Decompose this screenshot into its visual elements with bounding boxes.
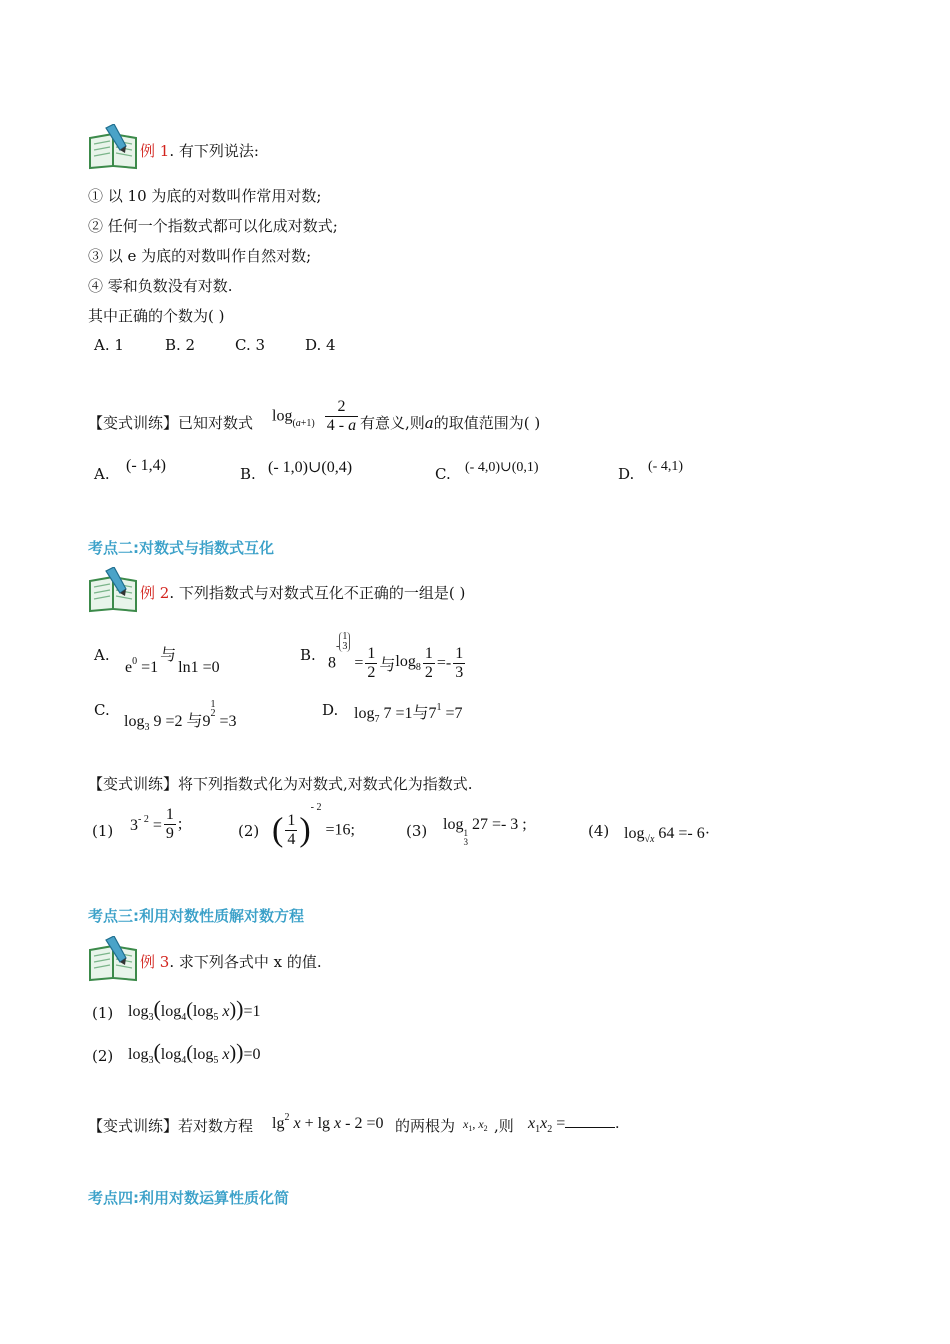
- example-label: 例 1: [140, 142, 170, 160]
- ex3-item-1-label: (1): [92, 1004, 114, 1022]
- var2-item-4-label: (4): [588, 822, 610, 840]
- ex2-option-a-expr: $e^0 =1$与ln1 =0: [125, 647, 220, 676]
- var2-item-2-label: (2): [238, 822, 260, 840]
- var3-roots: $x_1$, $x_2$: [463, 1117, 488, 1133]
- var2-item-3-label: (3): [406, 822, 428, 840]
- ex2-option-b-expr: $8^{-1 3}$ = $\frac{1}{2}$ 与$\log_8$ $\frac{1}{2}$ =- $\frac{1}{3}$: [328, 631, 464, 681]
- ex2-option-a-label: A.: [94, 646, 110, 664]
- example-1-heading: [140, 141, 259, 161]
- statement-1: ① 以 10 为底的对数叫作常用对数;: [88, 187, 322, 205]
- var2-item-1-expr: $3^{- 2}$ = $\frac{1}{9}$ ;: [130, 806, 183, 842]
- ex2-option-c-expr: $\log_3 9 =2$ 与91 2 =3: [124, 699, 237, 733]
- option-a: A. 1: [94, 336, 124, 354]
- statement-4: ④ 零和负数没有对数.: [88, 277, 233, 295]
- section-heading-4: 考点四:利用对数运算性质化简: [88, 1189, 289, 1207]
- option-d: D. 4: [305, 336, 336, 354]
- ex2-option-b-label: B.: [300, 646, 316, 664]
- var3-product: $x_1x_2$ = .: [528, 1115, 620, 1135]
- var1-option-a-expr: (- 1,4): [126, 457, 166, 474]
- answer-blank[interactable]: [565, 1113, 615, 1128]
- variant-tag: 【变式训练】: [88, 414, 179, 432]
- var1-option-c-expr: (- 4,0)∪(0,1): [465, 460, 539, 475]
- ex3-item-2-expr: $\log_3(\log_4(\log_5$ x))=0: [128, 1039, 261, 1066]
- var1-option-b-expr: (- 1,0)∪(0,4): [268, 459, 353, 476]
- variant-3-line: 【变式训练】若对数方程: [88, 1117, 254, 1135]
- ex2-option-d-expr: $\log_7 7 =1$与$7^1 =7$: [354, 702, 463, 725]
- example-stem: . 有下列说法:: [169, 142, 259, 160]
- var3-mid: 的两根为: [395, 1117, 456, 1135]
- var2-item-2-expr: ( $\frac{1}{4}$ )$^{- 2}$ =16;: [272, 802, 355, 849]
- var1-option-d-label: D.: [618, 465, 635, 483]
- variant-1-line: [88, 413, 253, 433]
- example-3-heading: 例 3. 求下列各式中 x 的值.: [140, 953, 322, 971]
- log-fraction-expression: $\log_{(a+1)}$ $\frac{2}{4 - a}$: [272, 398, 357, 434]
- example-2-heading: 例 2. 下列指数式与对数式互化不正确的一组是( ): [140, 584, 466, 602]
- var1-option-a-label: A.: [94, 465, 110, 483]
- var1-option-b-label: B.: [240, 465, 256, 483]
- var2-item-3-expr: log1 3 27 =- 3 ;: [443, 816, 527, 847]
- var3-mid2: ,则: [494, 1117, 514, 1135]
- option-b: B. 2: [165, 336, 196, 354]
- var1-option-d-expr: (- 4,1): [648, 459, 683, 474]
- question-text: 其中正确的个数为( ): [88, 307, 225, 325]
- var3-equation: $\lg^2 x + \lg x - 2 =0$: [272, 1112, 384, 1132]
- variant-pre: 已知对数式: [178, 414, 254, 432]
- ex3-item-1-expr: $\log_3(\log_4(\log_5$ x))=1: [128, 996, 261, 1023]
- variant-1-tail: 有意义,则a的取值范围为( ): [360, 414, 541, 432]
- variant-2-line: 【变式训练】将下列指数式化为对数式,对数式化为指数式.: [88, 775, 473, 793]
- section-heading-2: 考点二:对数式与指数式互化: [88, 539, 274, 557]
- book-pencil-icon: [86, 124, 140, 170]
- ex2-option-d-label: D.: [322, 701, 339, 719]
- statement-2: ② 任何一个指数式都可以化成对数式;: [88, 217, 338, 235]
- ex3-item-2-label: (2): [92, 1047, 114, 1065]
- var2-item-4-expr: $\log_{√x} 64 =- 6\cdot$: [624, 825, 711, 845]
- section-heading-3: 考点三:利用对数性质解对数方程: [88, 907, 305, 925]
- book-pencil-icon: [86, 936, 140, 982]
- option-c: C. 3: [235, 336, 266, 354]
- statement-3: ③ 以 e 为底的对数叫作自然对数;: [88, 247, 312, 265]
- var1-option-c-label: C.: [435, 465, 451, 483]
- var2-item-1-label: (1): [92, 822, 114, 840]
- book-pencil-icon: [86, 567, 140, 613]
- ex2-option-c-label: C.: [94, 701, 110, 719]
